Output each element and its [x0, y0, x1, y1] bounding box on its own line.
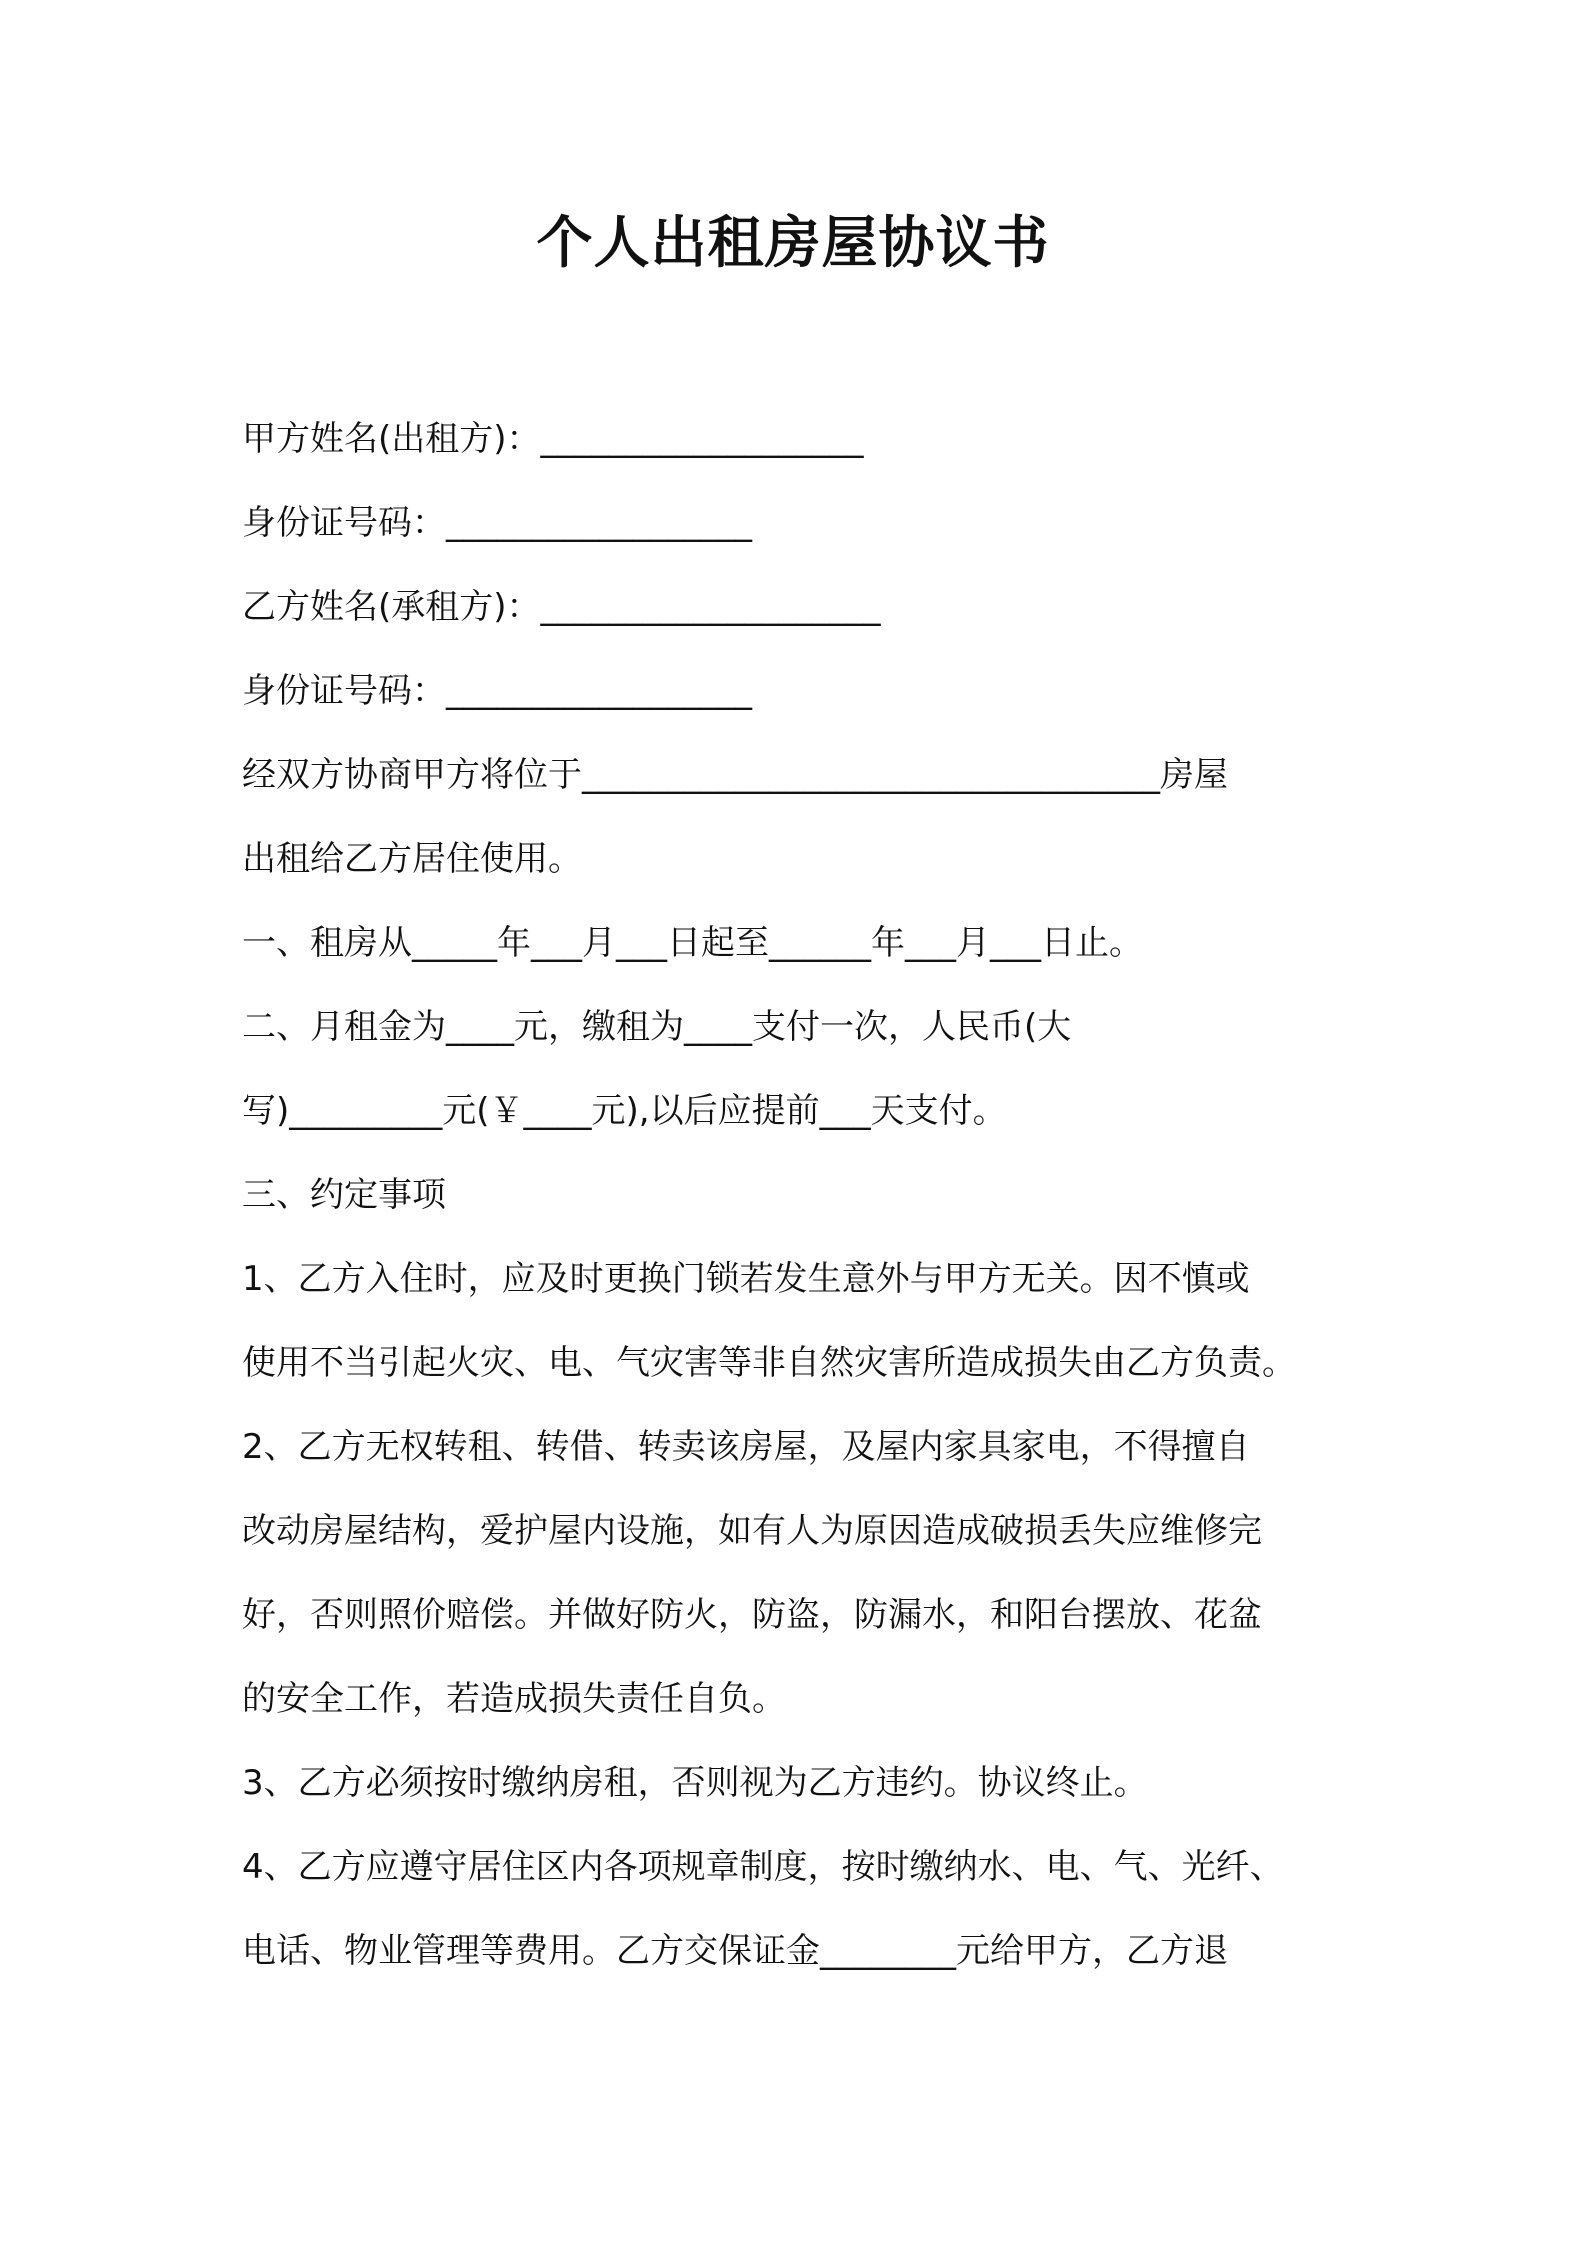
party-b-id-line: 身份证号码：__________________ [242, 671, 752, 711]
item-2-line-4: 的安全工作，若造成损失责任自负。 [242, 1679, 786, 1719]
clause-1-term-line: 一、租房从_____年___月___日起至______年___月___日止。 [242, 923, 1143, 963]
item-4-line-1: 4、乙方应遵守居住区内各项规章制度，按时缴纳水、电、气、光纤、 [242, 1847, 1284, 1887]
clause-2-rent-line-cont: 写)_________元(￥____元),以后应提前___天支付。 [242, 1091, 1007, 1131]
item-2-line-1: 2、乙方无权转租、转借、转卖该房屋，及屋内家具家电，不得擅自 [242, 1427, 1250, 1467]
item-3-line: 3、乙方必须按时缴纳房租，否则视为乙方违约。协议终止。 [242, 1763, 1148, 1803]
premises-usage-line: 出租给乙方居住使用。 [242, 839, 582, 879]
item-1-line-2: 使用不当引起火灾、电、气灾害等非自然灾害所造成损失由乙方负责。 [242, 1343, 1296, 1383]
item-2-line-3: 好，否则照价赔偿。并做好防火，防盗，防漏水，和阳台摆放、花盆 [242, 1595, 1262, 1635]
clause-2-rent-line: 二、月租金为____元，缴租为____支付一次，人民币(大 [242, 1007, 1072, 1047]
document-title: 个人出租房屋协议书 [536, 211, 1050, 276]
party-a-name-line: 甲方姓名(出租方)：___________________ [242, 419, 864, 459]
item-4-line-2: 电话、物业管理等费用。乙方交保证金________元给甲方，乙方退 [242, 1931, 1228, 1971]
document-body [242, 397, 1412, 1993]
item-2-line-2: 改动房屋结构，爱护屋内设施，如有人为原因造成破损丢失应维修完 [242, 1511, 1262, 1551]
clause-3-heading: 三、约定事项 [242, 1175, 446, 1215]
party-a-id-line: 身份证号码：__________________ [242, 503, 752, 543]
premises-location-line: 经双方协商甲方将位于__________________________________房屋 [242, 755, 1228, 795]
item-1-line-1: 1、乙方入住时，应及时更换门锁若发生意外与甲方无关。因不慎或 [242, 1259, 1250, 1299]
party-b-name-line: 乙方姓名(承租方)：____________________ [242, 587, 881, 627]
